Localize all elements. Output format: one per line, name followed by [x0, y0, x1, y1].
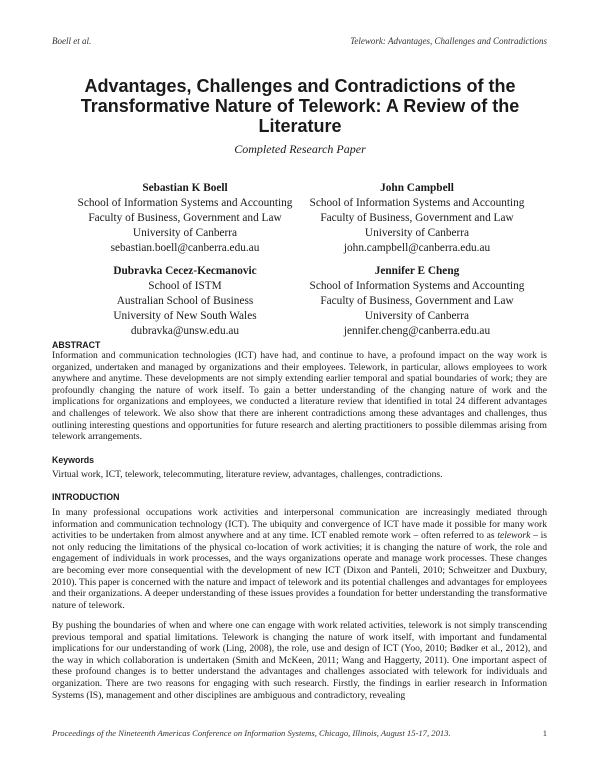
author-name: Jennifer E Cheng [374, 265, 460, 277]
author-block [282, 181, 552, 256]
paragraph-text: In many professional occupations work activities and interpersonal communication are increasingly mediated through information and communication technology (ICT). The ubiquity and convergence of ICT have made it possible for many work activities to be undertaken from almost anywhere and at any time. ICT enabled remote work – often referred to as [52, 507, 547, 542]
author-block [282, 264, 552, 339]
paragraph-text: – is not only reducing the limitations of the physical co-location of work activities; it is changing the nature of work, the role and engagement of individuals in work processes, and the ways organizations operate and manage work processes. These changes are becoming ever more consequential with the development of new ICT (Dixon and Panteli, 2010; Schweitzer and Duxbury, 2010). This paper is concerned with the nature and impact of telework and its potential challenges and advantages for employees and their organizations. A deeper understanding of these issues provides a foundation for better understanding the transformative nature of telework. [52, 530, 547, 611]
author-affiliation: University of Canberra [132, 227, 238, 239]
introduction-paragraph-2: By pushing the boundaries of when and where one can engage with work related activities, telework is not simply transcending previous temporal and spatial limitations. Telework is changing the nature of work itself, with important and fundamental implications for our understanding of work (Ling, 2008), the role, use and design of ICT (Yoo, 2010; Bødker et al., 2012), and the way in which collaboration is undertaken (Smith and McKeen, 2011; Wang and Haggerty, 2011). One important aspect of these profound changes is to better understand the advantages and challenges associated with telework for individuals and organization. There are two reasons for engaging with such research. Firstly, the findings in earlier research in Information Systems (IS), management and other disciplines are ambiguous and contradictory, revealing [52, 620, 547, 701]
abstract-heading: ABSTRACT [52, 340, 101, 350]
running-head-title: Telework: Advantages, Challenges and Contradictions [350, 36, 547, 46]
author-affiliation: Faculty of Business, Government and Law [320, 295, 514, 307]
author-block [50, 181, 320, 256]
title-line-2: Transformative Nature of Telework: A Review of the [80, 96, 520, 116]
introduction-heading: INTRODUCTION [52, 492, 120, 502]
title-line-1: Advantages, Challenges and Contradictions of the [84, 76, 516, 96]
keywords-text: Virtual work, ICT, telework, telecommuting, literature review, advantages, challenges, contradictions. [52, 469, 443, 480]
running-head-authors: Boell et al. [52, 36, 92, 46]
running-head [52, 36, 547, 50]
author-email: jennifer.cheng@canberra.edu.au [343, 325, 491, 337]
author-name: Dubravka Cecez-Kecmanovic [113, 265, 257, 277]
author-affiliation: University of Canberra [364, 227, 470, 239]
paper-type: Completed Research Paper [234, 142, 366, 156]
author-affiliation: University of Canberra [364, 310, 470, 322]
abstract-text: Information and communication technologies (ICT) have had, and continue to have, a profound impact on the way work is organized, undertaken and managed by organizations and their employees. Telework, in particular, allows employees to work anywhere and anytime. These developments are not simply extending earlier temporal and spatial boundaries of work; they are profoundly changing the nature of work itself. To gain a better understanding of the changing nature of work and the implications for organizations and employees, we conducted a literature review that identified in total 24 different advantages and challenges of telework. We also show that there are inherent contradictions among these advantages and challenges, thus outlining interesting questions and opportunities for future research and alerting practitioners to possible dilemmas arising from telework arrangements. [52, 350, 547, 443]
author-email: dubravka@unsw.edu.au [130, 325, 240, 337]
paper-title [60, 76, 540, 136]
author-affiliation: School of ISTM [148, 280, 222, 292]
author-name: John Campbell [380, 182, 454, 194]
author-affiliation: Faculty of Business, Government and Law [88, 212, 282, 224]
page-number: 1 [542, 728, 547, 738]
author-affiliation: University of New South Wales [113, 310, 257, 322]
author-affiliation: School of Information Systems and Accounting [309, 280, 525, 292]
author-email: sebastian.boell@canberra.edu.au [110, 242, 260, 254]
emphasized-term: telework [497, 530, 531, 542]
author-affiliation: School of Information Systems and Accounting [77, 197, 293, 209]
page-footer [52, 728, 547, 738]
author-email: john.campbell@canberra.edu.au [343, 242, 491, 254]
title-line-3: Literature [258, 116, 342, 136]
author-name: Sebastian K Boell [142, 182, 228, 194]
footer-citation: Proceedings of the Nineteenth Americas Conference on Information Systems, Chicago, Illinois, August 15-17, 2013. [52, 728, 451, 738]
introduction-paragraph-1 [52, 507, 547, 611]
author-affiliation: Faculty of Business, Government and Law [320, 212, 514, 224]
author-affiliation: School of Information Systems and Accounting [309, 197, 525, 209]
keywords-heading: Keywords [52, 455, 95, 465]
author-block [50, 264, 320, 339]
author-affiliation: Australian School of Business [116, 295, 254, 307]
